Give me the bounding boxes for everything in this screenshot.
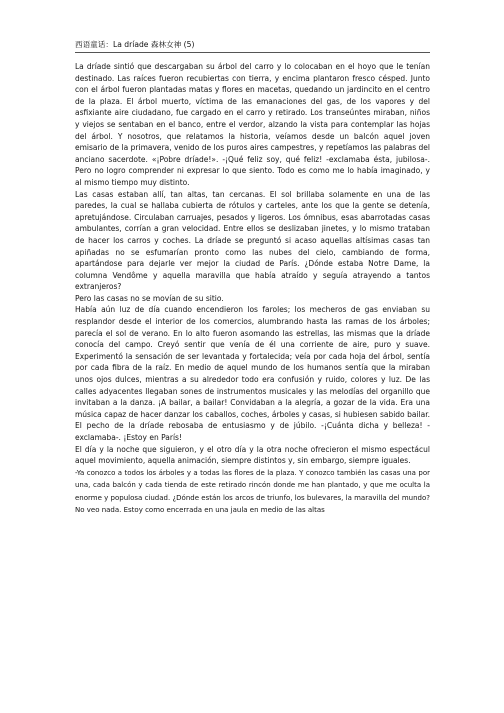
paragraph-4: Había aún luz de día cuando encendieron los faroles; los mecheros de gas enviaban su resplandor desde el interior de los comercios, alumbrando hasta las ramas de los árboles; parecía el sol de verano. En lo alto fueron asomando las estrellas, las mismas que la dríade conocía del campo. Creyó sentir que venía de él una corriente de aire, puro y suave. Experimentó la sensación de ser levantada y fortalecida; veía por cada hoja del árbol, sentía por cada fibra de la raíz. En medio de aquel mundo de los humanos sentía que la miraban unos ojos dulces, mientras a su alrededor todo era confusión y ruido, colores y luz. De las calles adyacentes llegaban sones de instrumentos musicales y las melodías del organillo que invitaban a la danza. ¡A bailar, a bailar! Convidaban a la alegría, a gozar de la vida. Era una música capaz de hacer danzar los caballos, coches, árboles y casas, si hubiesen sabido bailar. El pecho de la dríade rebosaba de entusiasmo y de júbilo. -¡Cuánta dicha y belleza! -exclamaba-. ¡Estoy en París!: [75, 305, 430, 442]
paragraph-1: La dríade sintió que descargaban su árbol del carro y lo colocaban en el hoyo que le tenían destinado. Las raíces fueron recubiertas con tierra, y encima plantaron fresco césped. Junto con el árbol fueron plantadas matas y flores en macetas, quedando un jardincito en el centro de la plaza. El árbol muerto, víctima de las emanaciones del gas, de los vapores y del asfixiante aire ciudadano, fue cargado en el carro y retirado. Los transeúntes miraban, niños y viejos se sentaban en el banco, entre el verdor, alzando la vista para contemplar las hojas del árbol. Y nosotros, que relatamos la historia, veíamos desde un balcón aquel joven emisario de la primavera, venido de los puros aires campestres, y repetíamos las palabras del anciano sacerdote. «¡Pobre dríade!». -¡Qué feliz soy, qué feliz! -exclamaba ésta, jubilosa-. Pero no logro comprender ni expresar lo que siento. Todo es como me lo había imaginado, y al mismo tiempo muy distinto.: [75, 62, 430, 187]
paragraph-2: Las casas estaban allí, tan altas, tan cercanas. El sol brillaba solamente en una de las paredes, la cual se hallaba cubierta de rótulos y carteles, ante los que la gente se detenía, apretujándose. Circulaban carruajes, pesados y ligeros. Los ómnibus, esas abarrotadas casas ambulantes, corrían a gran velocidad. Entre ellos se deslizaban jinetes, y lo mismo trataban de hacer los carros y coches. La dríade se preguntó si acaso aquellas altísimas casas tan apiñadas no se esfumarían pronto como las nubes del cielo, cambiando de forma, apartándose para dejarle ver mejor la ciudad de París. ¿Dónde estaba Notre Dame, la columna Vendôme y aquella maravilla que había atraído y seguía atrayendo a tantos extranjeros?: [75, 189, 430, 292]
header-rule: [75, 52, 430, 53]
paragraph-3: Pero las casas no se movían de su sitio.: [75, 293, 224, 303]
page-header: 西语童话：La dríade 森林女神 (5): [75, 40, 195, 49]
paragraph-6: -Ya conozco a todos los árboles y a todas las flores de la plaza. Y conozco también las casas una por una, cada balcón y cada tienda de este retirado rincón donde me han plantado, y que me oculta la enorme y populosa ciudad. ¿Dónde están los arcos de triunfo, los bulevares, la maravilla del mundo? No veo nada. Estoy como encerrada en una jaula en medio de las altas: [75, 468, 430, 514]
document-body: [75, 61, 430, 516]
paragraph-5: El día y la noche que siguieron, y el otro día y la otra noche ofrecieron el mismo espectácul aquel movimiento, aquella animación, siempre distintos y, sin embargo, siempre iguales.: [75, 444, 430, 466]
